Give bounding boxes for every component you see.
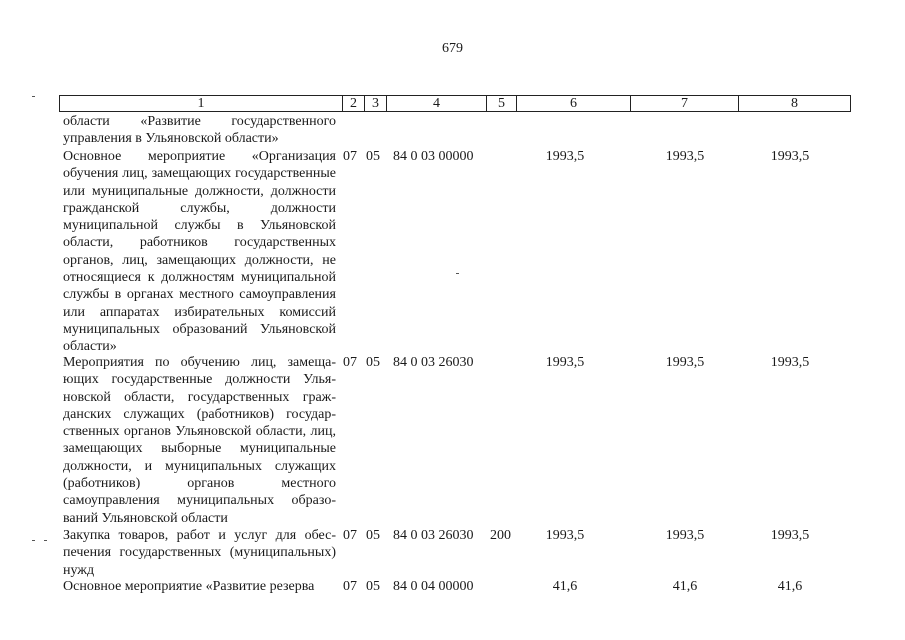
row-name-3: Закупка товаров, работ и услуг для обеспечения государственных (муниципальных) нужд <box>63 528 336 578</box>
page-number: 679 <box>442 41 463 56</box>
header-col-3: 3 <box>364 96 386 111</box>
table-row <box>0 527 905 543</box>
row-4-col-4: 84 0 04 00000 <box>393 579 474 594</box>
table-header <box>59 95 851 112</box>
row-4-col-8: 41,6 <box>777 579 803 594</box>
table-row <box>0 354 905 370</box>
row-name-1: Основное мероприятие «Организация обучения лиц, замещающих государственные или муниципальные должности, должности гражданской службы, должности муниципальной службы в Ульяновской области, работников государственных органов, лиц, замещающих должности, не относящиеся к должностям муниципальной службы в органах местного самоуправления или аппаратах избирательных комиссий муниципальных образований Ульяновской области» <box>63 149 336 355</box>
header-col-2: 2 <box>342 96 364 111</box>
row-1-col-6: 1993,5 <box>545 149 585 164</box>
header-col-7: 7 <box>630 96 738 111</box>
row-1-col-2: 07 <box>343 149 357 164</box>
header-col-8: 8 <box>738 96 850 111</box>
scan-speck <box>456 273 459 274</box>
table-row <box>0 148 905 164</box>
row-3-col-2: 07 <box>343 528 357 543</box>
row-2-col-3: 05 <box>366 355 380 370</box>
row-1-col-7: 1993,5 <box>665 149 705 164</box>
header-col-6: 6 <box>516 96 630 111</box>
scan-speck <box>44 540 47 541</box>
row-4-col-6: 41,6 <box>552 579 578 594</box>
row-2-col-6: 1993,5 <box>545 355 585 370</box>
row-3-col-5: 200 <box>490 528 511 543</box>
header-col-4: 4 <box>386 96 486 111</box>
row-name-2: Мероприятия по обучению лиц, замещающих государственные должности Ульяновской области, государственных гражданских служащих (работников) государственных органов Ульяновской области, лиц, замещающих выборные муниципальные должности, и муниципальных служащих (работников) органов местного самоуправления муниципальных образований Ульяновской области <box>63 355 336 526</box>
row-2-col-7: 1993,5 <box>665 355 705 370</box>
row-3-col-6: 1993,5 <box>545 528 585 543</box>
row-1-col-8: 1993,5 <box>770 149 810 164</box>
row-4-col-2: 07 <box>343 579 357 594</box>
row-1-col-3: 05 <box>366 149 380 164</box>
row-2-col-4: 84 0 03 26030 <box>393 355 474 370</box>
row-2-col-8: 1993,5 <box>770 355 810 370</box>
row-1-col-4: 84 0 03 00000 <box>393 149 474 164</box>
row-4-col-7: 41,6 <box>672 579 698 594</box>
scan-speck <box>32 540 35 541</box>
scan-speck <box>32 96 35 97</box>
row-3-col-3: 05 <box>366 528 380 543</box>
row-3-col-4: 84 0 03 26030 <box>393 528 474 543</box>
row-name-4: Основное мероприятие «Развитие резерва <box>63 579 315 594</box>
row-2-col-2: 07 <box>343 355 357 370</box>
header-col-5: 5 <box>486 96 516 111</box>
row-4-col-3: 05 <box>366 579 380 594</box>
row-3-col-7: 1993,5 <box>665 528 705 543</box>
row-3-col-8: 1993,5 <box>770 528 810 543</box>
header-col-1: 1 <box>197 96 205 111</box>
row-name-0: области «Развитие государственного управления в Ульяновской области» <box>63 114 336 147</box>
